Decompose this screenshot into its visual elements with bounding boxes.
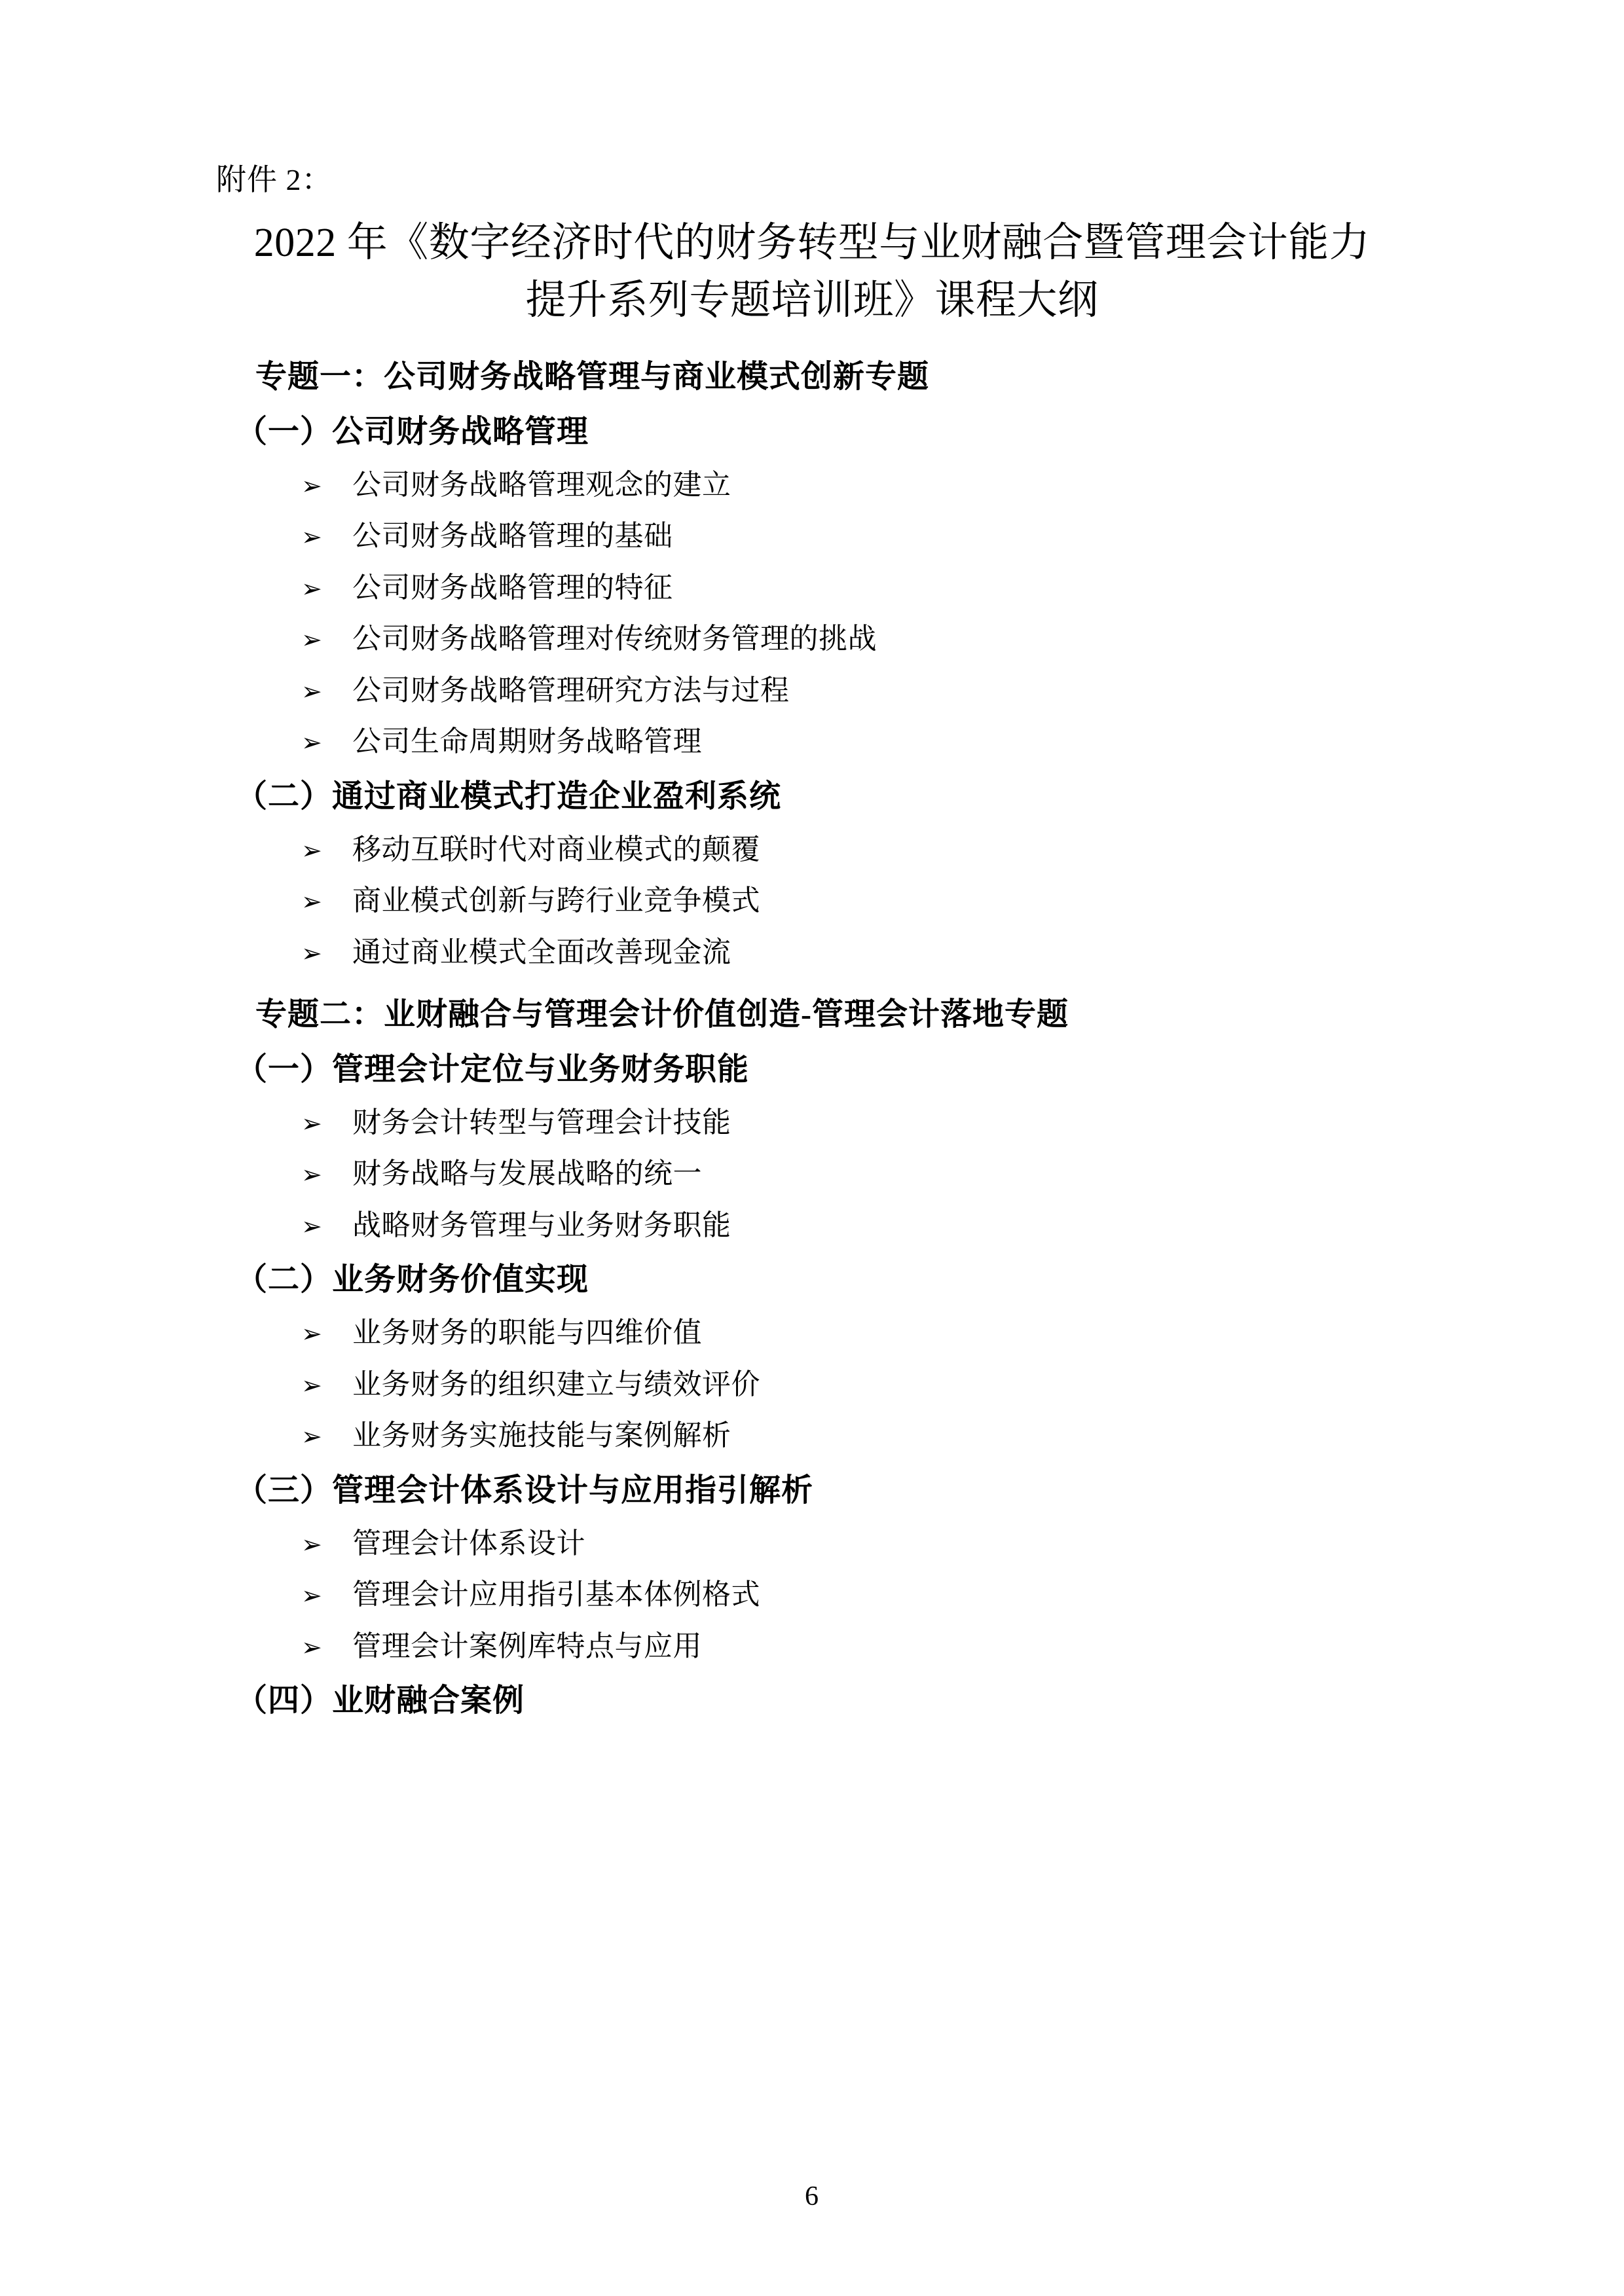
list-item-label: 公司财务战略管理对传统财务管理的挑战 xyxy=(352,623,877,655)
list-item xyxy=(301,1201,1428,1251)
arrow-bullet-icon: ➢ xyxy=(301,472,323,500)
arrow-bullet-icon: ➢ xyxy=(301,627,323,655)
list-item xyxy=(301,928,1428,978)
section-heading: 专题二：业财融合与管理会计价值创造-管理会计落地专题 xyxy=(255,997,1069,1032)
arrow-bullet-icon: ➢ xyxy=(301,888,323,917)
list-item-label: 业务财务的组织建立与绩效评价 xyxy=(352,1368,760,1400)
list-item xyxy=(301,1360,1428,1410)
list-item xyxy=(301,717,1428,767)
arrow-bullet-icon: ➢ xyxy=(301,524,323,552)
list-item-label: 商业模式创新与跨行业竞争模式 xyxy=(352,884,760,917)
page-title xyxy=(196,214,1428,329)
arrow-bullet-icon: ➢ xyxy=(301,939,323,968)
list-item-label: 管理会计案例库特点与应用 xyxy=(352,1630,702,1662)
list-item-label: 移动互联时代对商业模式的颠覆 xyxy=(352,833,760,866)
list-item xyxy=(301,1149,1428,1199)
list-item-label: 管理会计应用指引基本体例格式 xyxy=(352,1578,760,1611)
list-item xyxy=(301,460,1428,511)
page-number: 6 xyxy=(805,2181,819,2212)
arrow-bullet-icon: ➢ xyxy=(301,1582,323,1611)
list-item xyxy=(301,1308,1428,1358)
list-item-label: 公司生命周期财务战略管理 xyxy=(352,725,702,758)
list-item xyxy=(301,1622,1428,1672)
subsection-heading: （四）业财融合案例 xyxy=(236,1683,525,1719)
subsection-heading: （一）管理会计定位与业务财务职能 xyxy=(236,1051,750,1087)
list-item-label: 公司财务战略管理观念的建立 xyxy=(352,468,731,501)
list-item xyxy=(301,1570,1428,1620)
list-item-label: 通过商业模式全面改善现金流 xyxy=(352,936,731,968)
list-item-label: 公司财务战略管理研究方法与过程 xyxy=(352,674,790,706)
section-heading: 专题一：公司财务战略管理与商业模式创新专题 xyxy=(255,359,930,395)
list-item xyxy=(301,511,1428,562)
arrow-bullet-icon: ➢ xyxy=(301,837,323,865)
subsection-heading: （三）管理会计体系设计与应用指引解析 xyxy=(236,1472,814,1508)
list-item xyxy=(301,1098,1428,1148)
list-item xyxy=(301,614,1428,665)
arrow-bullet-icon: ➢ xyxy=(301,1321,323,1349)
arrow-bullet-icon: ➢ xyxy=(301,1161,323,1190)
arrow-bullet-icon: ➢ xyxy=(301,1110,323,1138)
list-item xyxy=(301,1411,1428,1461)
list-item xyxy=(301,825,1428,875)
arrow-bullet-icon: ➢ xyxy=(301,1212,323,1241)
list-item xyxy=(301,1519,1428,1569)
arrow-bullet-icon: ➢ xyxy=(301,1633,323,1662)
list-item-label: 财务会计转型与管理会计技能 xyxy=(352,1106,731,1139)
subsection-heading: （二）业务财务价值实现 xyxy=(236,1262,589,1298)
attachment-label: 附件 2： xyxy=(216,163,333,196)
list-item-label: 公司财务战略管理的基础 xyxy=(352,520,673,553)
list-item-label: 业务财务的职能与四维价值 xyxy=(352,1317,702,1349)
page-title-line-1: 2022 年《数字经济时代的财务转型与业财融合暨管理会计能力 xyxy=(253,221,1371,265)
list-item xyxy=(301,876,1428,926)
arrow-bullet-icon: ➢ xyxy=(301,575,323,603)
subsection-heading: （二）通过商业模式打造企业盈利系统 xyxy=(236,778,782,814)
list-item-label: 战略财务管理与业务财务职能 xyxy=(352,1209,731,1241)
list-item-label: 管理会计体系设计 xyxy=(352,1527,585,1559)
arrow-bullet-icon: ➢ xyxy=(301,729,323,757)
list-item-label: 业务财务实施技能与案例解析 xyxy=(352,1419,731,1452)
arrow-bullet-icon: ➢ xyxy=(301,1531,323,1559)
arrow-bullet-icon: ➢ xyxy=(301,1372,323,1400)
arrow-bullet-icon: ➢ xyxy=(301,1423,323,1451)
list-item-label: 财务战略与发展战略的统一 xyxy=(352,1157,702,1190)
list-item xyxy=(301,666,1428,716)
page-title-line-2: 提升系列专题培训班》课程大纲 xyxy=(525,278,1099,323)
list-item-label: 公司财务战略管理的特征 xyxy=(352,571,673,604)
subsection-heading: （一）公司财务战略管理 xyxy=(236,414,589,449)
arrow-bullet-icon: ➢ xyxy=(301,678,323,706)
list-item xyxy=(301,563,1428,613)
